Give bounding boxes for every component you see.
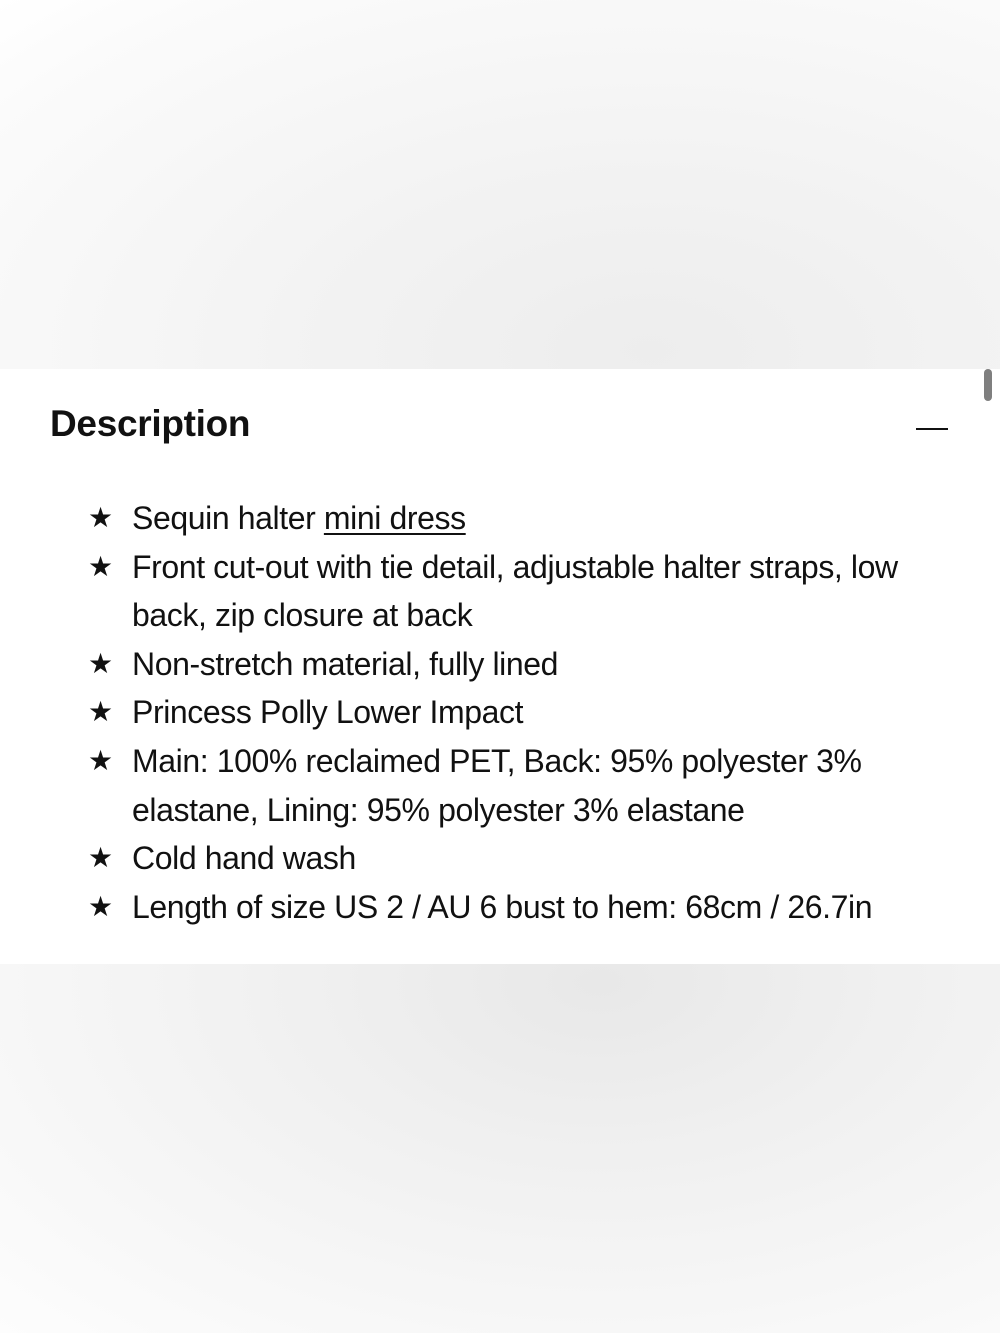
star-bullet-icon: ★ [88, 842, 113, 874]
list-item-text: Sequin halter [132, 500, 324, 536]
star-bullet-icon: ★ [88, 890, 113, 922]
collapse-toggle-button[interactable] [908, 414, 956, 442]
description-heading[interactable]: Description [50, 403, 251, 444]
list-item-text: Main: 100% reclaimed PET, Back: 95% polyester 3% elastane, Lining: 95% polyester 3% elastane [132, 742, 862, 828]
list-item-text: Front cut-out with tie detail, adjustable halter straps, low back, zip closure at back [132, 548, 898, 634]
star-bullet-icon: ★ [88, 696, 113, 728]
list-item-text: Length of size US 2 / AU 6 bust to hem: 68cm / 26.7in [132, 888, 873, 925]
list-item-text: Princess Polly Lower Impact [132, 694, 524, 731]
star-bullet-icon: ★ [88, 550, 113, 582]
mini-dress-link[interactable]: mini dress [323, 500, 466, 536]
minus-icon [916, 428, 948, 430]
product-image-area-bottom [0, 964, 1000, 1333]
list-item-text: Cold hand wash [132, 840, 356, 877]
list-item [88, 883, 908, 932]
list-item-text: Non-stretch material, fully lined [132, 645, 559, 682]
product-image-area-top [0, 0, 1000, 369]
star-bullet-icon: ★ [88, 502, 113, 533]
star-bullet-icon: ★ [88, 647, 113, 679]
scrollbar-thumb[interactable] [984, 369, 992, 401]
description-list [88, 494, 908, 931]
list-item [88, 834, 908, 883]
list-item [88, 494, 908, 543]
list-item [88, 543, 908, 640]
list-item [88, 737, 908, 834]
list-item [88, 688, 908, 737]
list-item [88, 640, 908, 689]
star-bullet-icon: ★ [88, 744, 113, 776]
